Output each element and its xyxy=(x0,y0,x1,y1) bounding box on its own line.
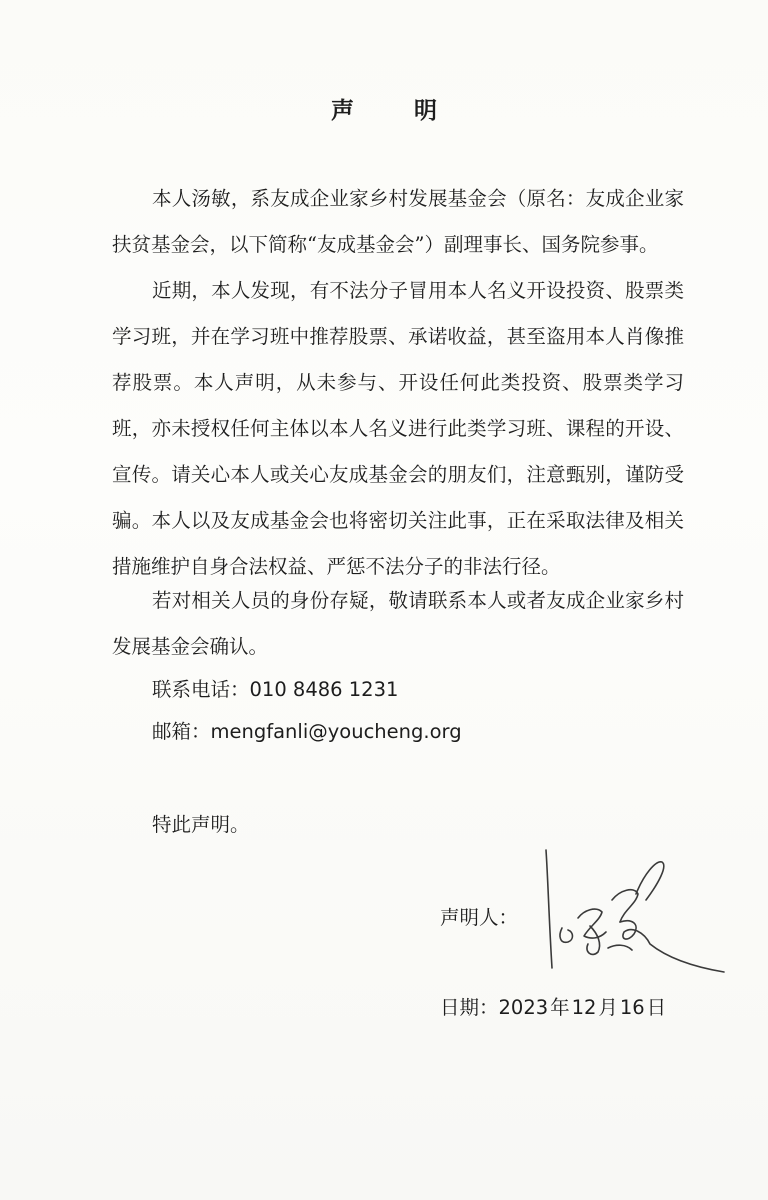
date-month-unit: 月 xyxy=(598,996,618,1019)
phone-label: 联系电话： xyxy=(152,678,250,701)
date-label: 日期： xyxy=(440,996,499,1019)
paragraph-3-text: 若对相关人员的身份存疑，敬请联系本人或者友成企业家乡村发展基金会确认。 xyxy=(112,589,684,658)
date-month: 12 xyxy=(571,996,597,1019)
date-line xyxy=(440,992,666,1020)
email-label: 邮箱： xyxy=(152,720,211,743)
signer-label: 声明人： xyxy=(440,906,519,929)
date-year: 2023 xyxy=(498,996,549,1019)
handwritten-signature xyxy=(540,840,730,990)
document-title: 声 明 xyxy=(330,97,463,124)
contact-phone-line xyxy=(152,674,398,702)
email-address: mengfanli@youcheng.org xyxy=(210,720,462,743)
paragraph-2-text: 近期，本人发现，有不法分子冒用本人名义开设投资、股票类学习班，并在学习班中推荐股票、承诺收益，甚至盗用本人肖像推荐股票。本人声明，从未参与、开设任何此类投资、股票类学习班，亦未授权任何主体以本人名义进行此类学习班、课程的开设、宣传。请关心本人或关心友成基金会的朋友们，注意甄别，谨防受骗。本人以及友成基金会也将密切关注此事，正在采取法律及相关措施维护自身合法权益、严惩不法分子的非法行径。 xyxy=(112,279,684,578)
date-day: 16 xyxy=(619,996,645,1019)
paragraph-1-text: 本人汤敏，系友成企业家乡村发展基金会（原名：友成企业家扶贫基金会，以下简称“友成基金会”）副理事长、国务院参事。 xyxy=(112,187,684,256)
paragraph-3 xyxy=(112,578,684,670)
contact-email-line xyxy=(152,716,462,744)
paragraph-2 xyxy=(112,268,684,590)
closing-statement: 特此声明。 xyxy=(152,813,250,836)
phone-number: 010 8486 1231 xyxy=(249,678,399,701)
date-day-unit: 日 xyxy=(646,996,667,1019)
paragraph-1 xyxy=(112,176,684,268)
date-year-unit: 年 xyxy=(550,996,570,1019)
